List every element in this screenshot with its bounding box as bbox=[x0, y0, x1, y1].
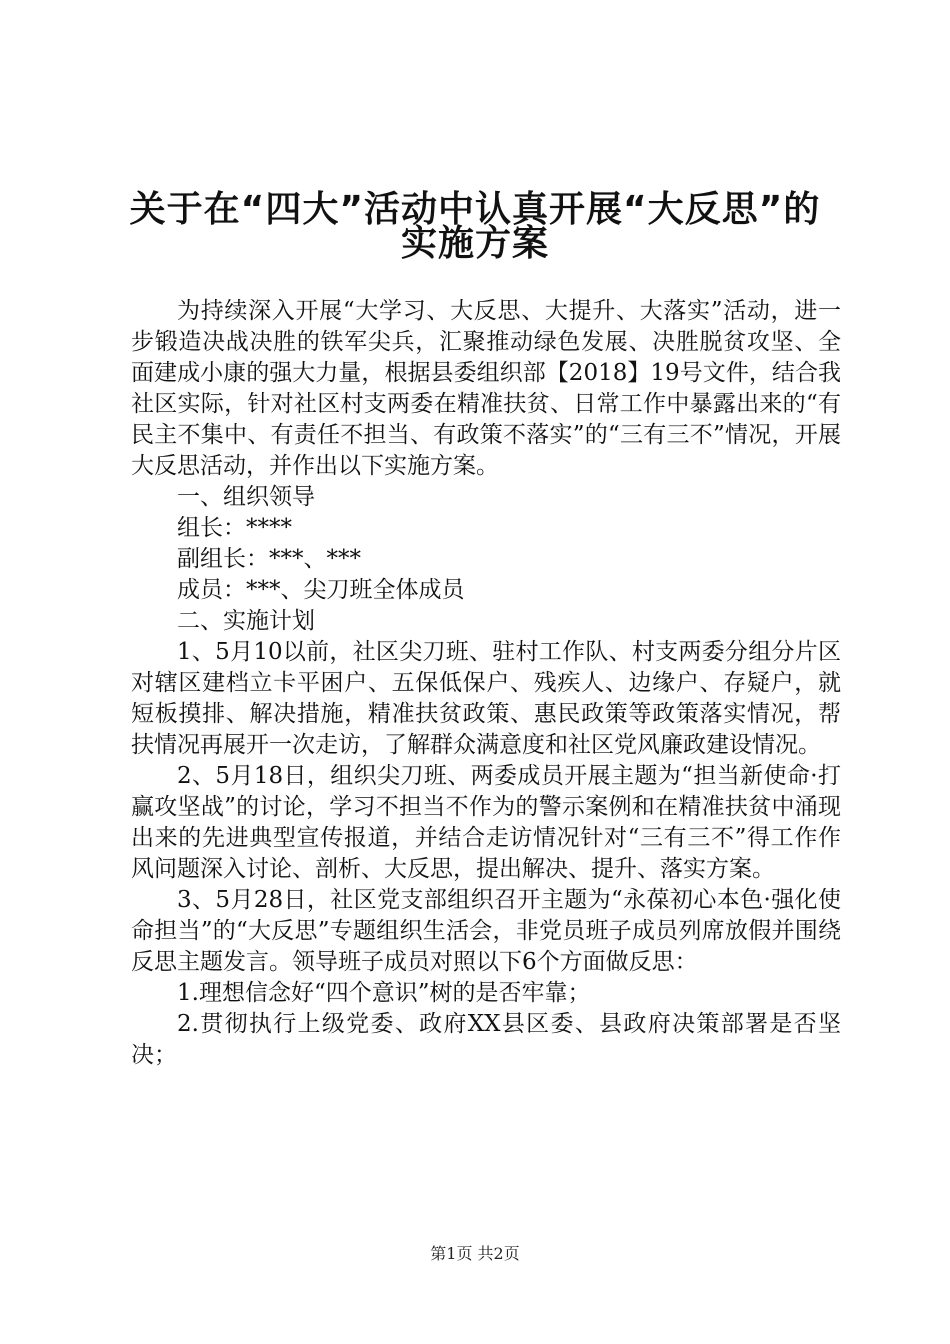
paragraph-intro: 为持续深入开展“大学习、大反思、大提升、大落实”活动，进一步锻造决战决胜的铁军尖兵，汇聚推动绿色发展、决胜脱贫攻坚、全面建成小康的强大力量，根据县委组织部【2018】19号文件，结合我社区实际，针对社区村支两委在精准扶贫、日常工作中暴露出来的“有民主不集中、有责任不担当、有政策不落实”的“三有三不”情况，开展大反思活动，并作出以下实施方案。 bbox=[131, 298, 841, 479]
document-body bbox=[131, 296, 841, 1071]
plan-item-2: 2、5月18日，组织尖刀班、两委成员开展主题为“担当新使命·打赢攻坚战”的讨论，学习不担当不作为的警示案例和在精准扶贫中涌现出来的先进典型宣传报道，并结合走访情况针对“三有三不”得工作作风问题深入讨论、剖析、大反思，提出解决、提升、落实方案。 bbox=[131, 763, 841, 882]
page-footer: 第1页 共2页 bbox=[430, 1244, 520, 1263]
plan-item-3: 3、5月28日，社区党支部组织召开主题为“永葆初心本色·强化使命担当”的“大反思”专题组织生活会，非党员班子成员列席放假并围绕反思主题发言。领导班子成员对照以下6个方面做反思： bbox=[131, 887, 841, 975]
reflection-item-1: 1.理想信念好“四个意识”树的是否牢靠； bbox=[177, 980, 591, 1006]
heading-organization: 一、组织领导 bbox=[177, 484, 315, 510]
plan-item-1: 1、5月10以前，社区尖刀班、驻村工作队、村支两委分组分片区对辖区建档立卡平困户、五保低保户、残疾人、边缘户、存疑户，就短板摸排、解决措施，精准扶贫政策、惠民政策等政策落实情况，帮扶情况再展开一次走访，了解群众满意度和社区党风廉政建设情况。 bbox=[131, 639, 841, 758]
document-title-line-2: 实施方案 bbox=[400, 223, 549, 264]
heading-plan: 二、实施计划 bbox=[177, 608, 315, 634]
members-line: 成员：***、尖刀班全体成员 bbox=[177, 577, 465, 603]
leader-line: 组长：**** bbox=[177, 515, 292, 541]
deputy-leader-line: 副组长：***、*** bbox=[177, 546, 361, 572]
reflection-item-2: 2.贯彻执行上级党委、政府XX县区委、县政府决策部署是否坚决； bbox=[131, 1011, 841, 1068]
document-title-line-1: 关于在“四大”活动中认真开展“大反思”的 bbox=[129, 189, 821, 230]
